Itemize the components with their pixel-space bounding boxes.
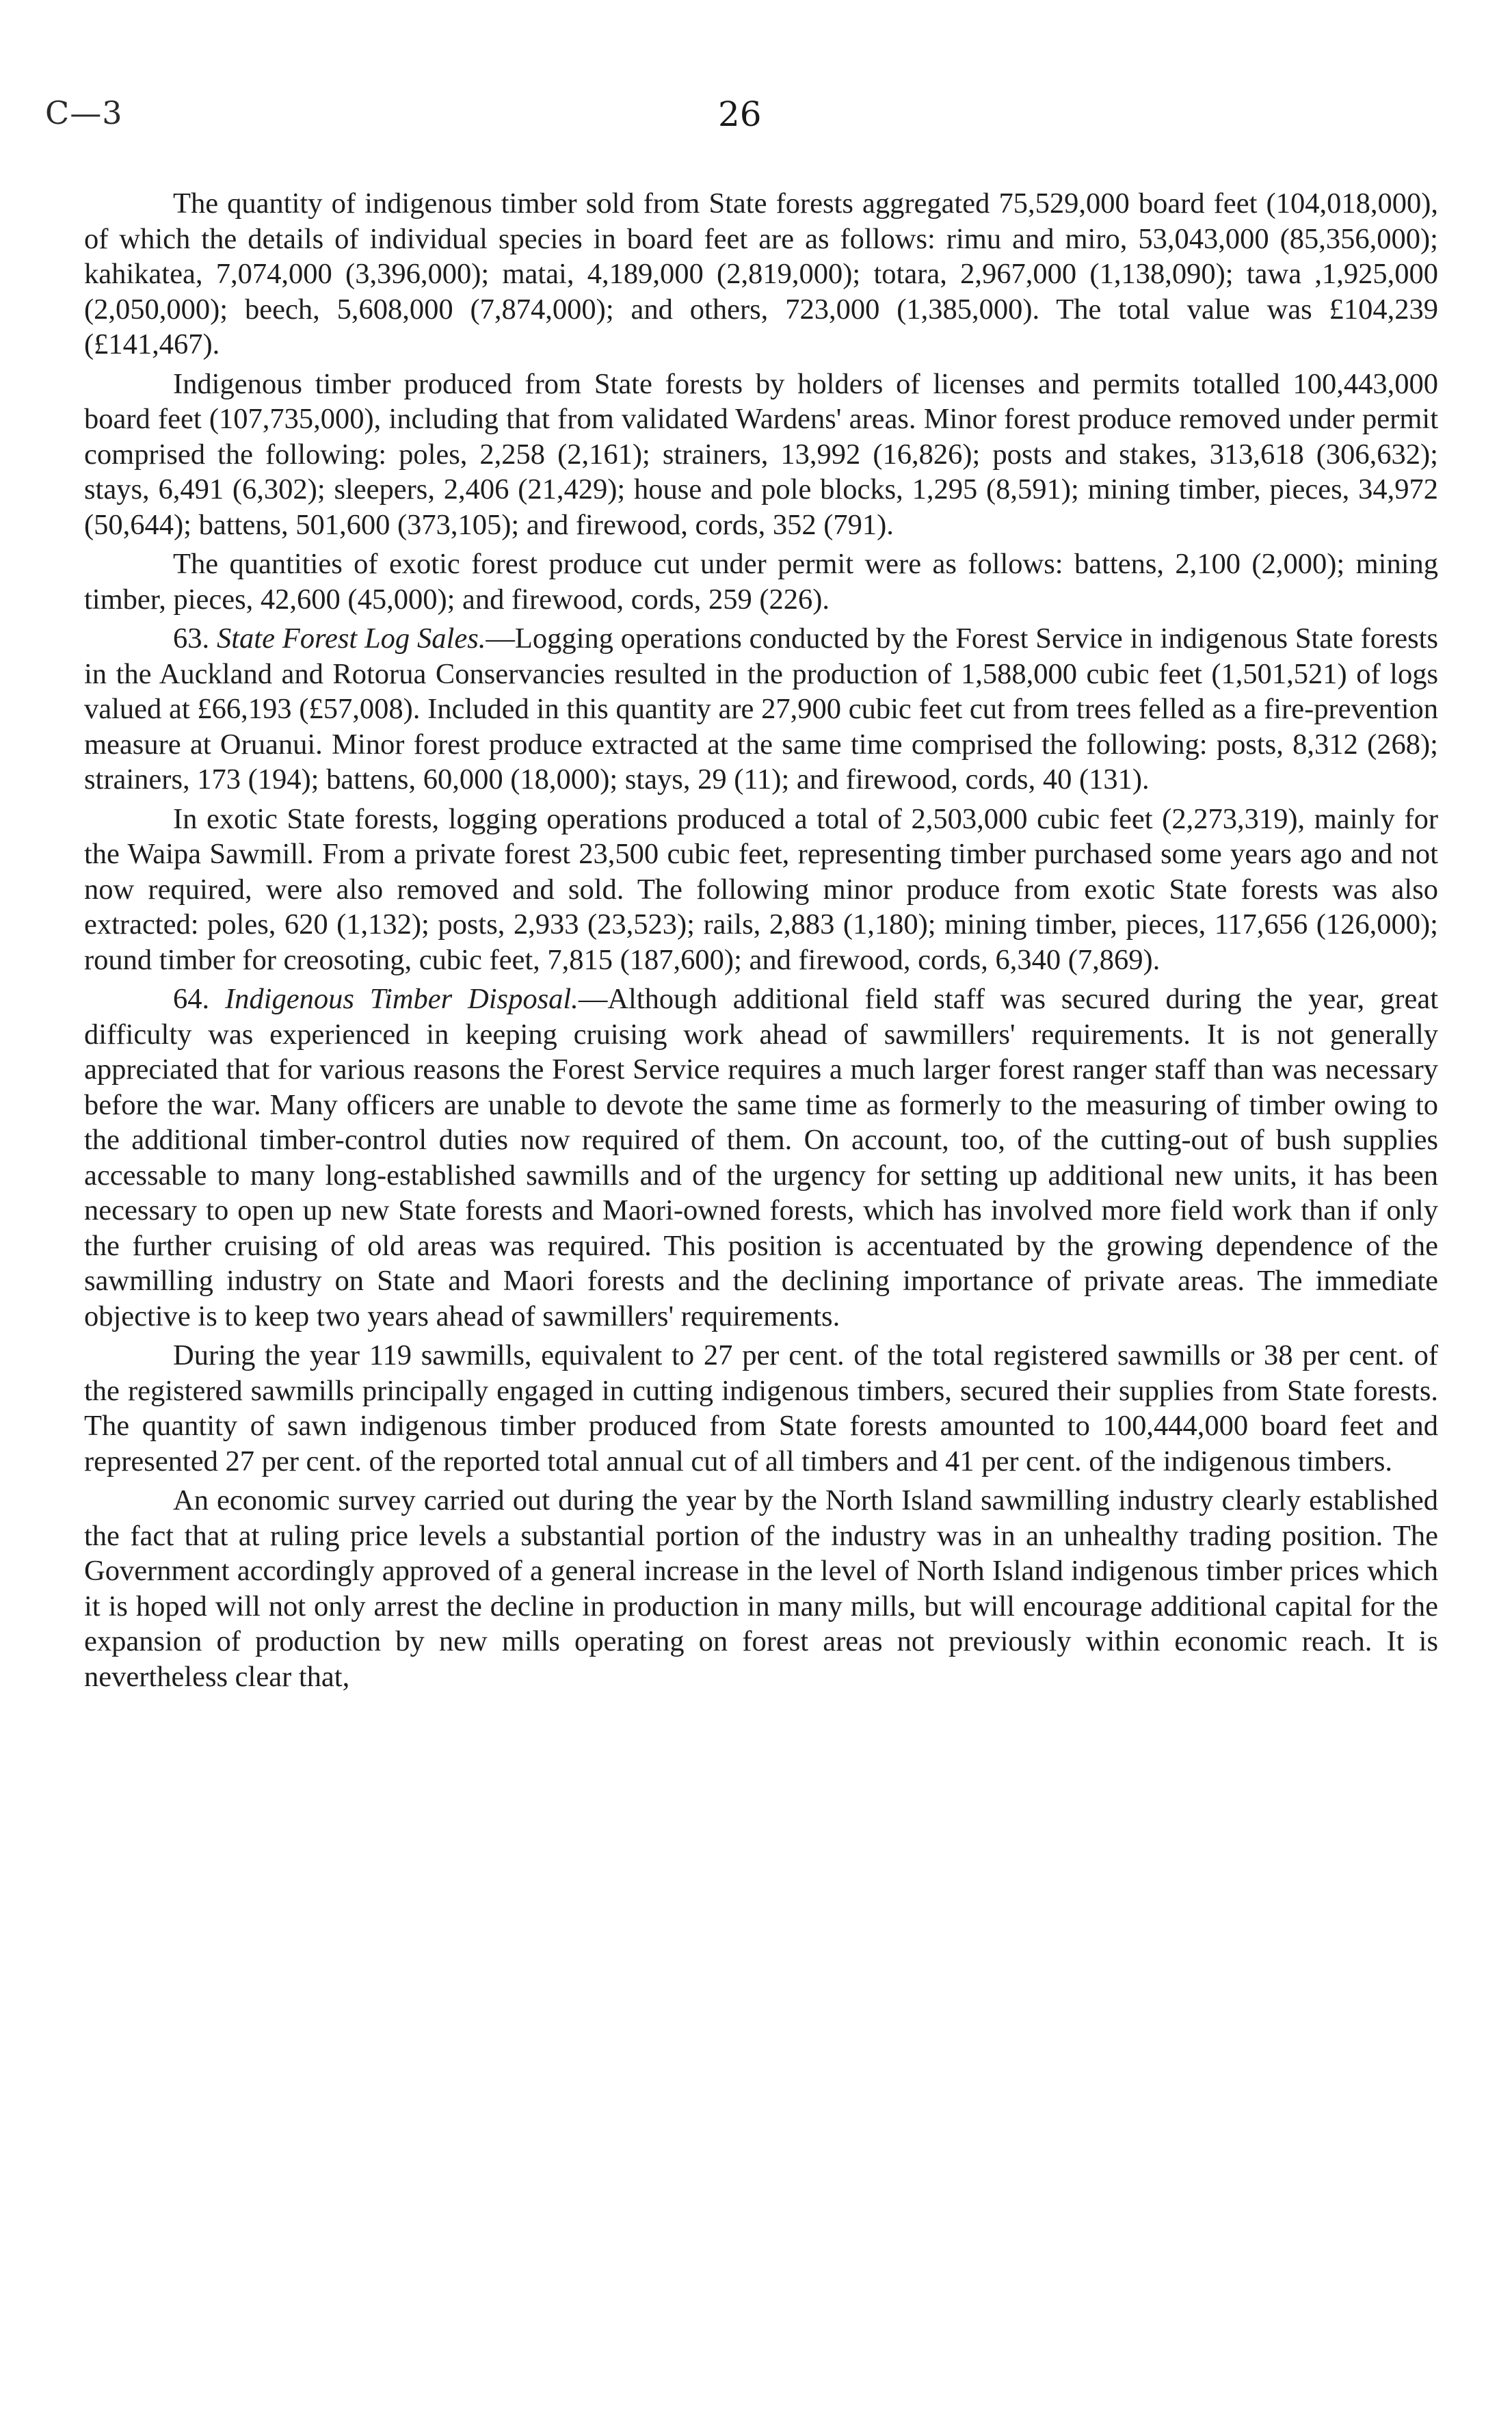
- paragraph-timber-produced: [84, 367, 1438, 543]
- paragraph-sawmills: [84, 1338, 1438, 1479]
- paragraph-section-64: [84, 982, 1438, 1334]
- section-title: State Forest Log Sales.: [216, 622, 486, 655]
- page-number: 26: [718, 94, 762, 134]
- section-number: 64.: [173, 983, 210, 1015]
- paragraph-exotic-logging: [84, 802, 1438, 978]
- paragraph-text: The quantities of exotic forest produce cut under permit were as follows: battens, 2,100 (2,000); mining timber, pieces, 42,600 (45,000); and firewood, cords, 259 (226).: [84, 548, 1438, 616]
- paragraph-exotic-produce: [84, 547, 1438, 617]
- section-title: Indigenous Timber Disposal.: [225, 983, 579, 1015]
- paragraph-text: During the year 119 sawmills, equivalent to 27 per cent. of the total registered sawmills or 38 per cent. of the registered sawmills principally engaged in cutting indigenous timbers, secured their supplies from State forests. The quantity of sawn indigenous timber produced from State forests amounted to 100,444,000 board feet and represented 27 per cent. of the reported total annual cut of all timbers and 41 per cent. of the indigenous timbers.: [84, 1339, 1438, 1477]
- paragraph-text: The quantity of indigenous timber sold from State forests aggregated 75,529,000 board feet (104,018,000), of which the details of individual species in board feet are as follows: rimu and miro, 53,043,000 (85,356,000); kahikatea, 7,074,000 (3,396,000); matai, 4,189,000 (2,819,000); totara, 2,967,000 (1,138,090); tawa ,1,925,000 (2,050,000); beech, 5,608,000 (7,874,000); and others, 723,000 (1,385,000). The total value was £104,239 (£141,467).: [84, 187, 1438, 360]
- document-reference: C—3: [45, 94, 123, 131]
- paragraph-text: —Logging operations conducted by the Forest Service in indigenous State forests in the Auckland and Rotorua Conservancies resulted in the production of 1,588,000 cubic feet (1,501,521) of logs valued at £66,193 (£57,008). Included in this quantity are 27,900 cubic feet cut from trees felled as a fire-prevention measure at Oruanui. Minor forest produce extracted at the same time comprised the following: posts, 8,312 (268); strainers, 173 (194); battens, 60,000 (18,000); stays, 29 (11); and firewood, cords, 40 (131).: [84, 622, 1438, 796]
- paragraph-text: Indigenous timber produced from State forests by holders of licenses and permits totalled 100,443,000 board feet (107,735,000), including that from validated Wardens' areas. Minor forest produce removed under permit comprised the following: poles, 2,258 (2,161); strainers, 13,992 (16,826); posts and stakes, 313,618 (306,632); stays, 6,491 (6,302); sleepers, 2,406 (21,429); house and pole blocks, 1,295 (8,591); mining timber, pieces, 34,972 (50,644); battens, 501,600 (373,105); and firewood, cords, 352 (791).: [84, 367, 1438, 541]
- paragraph-timber-sold: [84, 186, 1438, 363]
- page-header: [0, 94, 1512, 149]
- section-number: 63.: [173, 622, 210, 655]
- paragraph-economic-survey: [84, 1483, 1438, 1694]
- paragraph-text: An economic survey carried out during the year by the North Island sawmilling industry clearly established the fact that at ruling price levels a substantial portion of the industry was in an unhealthy trading position. The Government accordingly approved of a general increase in the level of North Island indigenous timber prices which it is hoped will not only arrest the decline in production in many mills, but will encourage additional capital for the expansion of production by new mills operating on forest areas not previously within economic reach. It is nevertheless clear that,: [84, 1484, 1438, 1693]
- paragraph-section-63: [84, 621, 1438, 798]
- body-text: [84, 186, 1438, 1698]
- paragraph-text: In exotic State forests, logging operations produced a total of 2,503,000 cubic feet (2,273,319), mainly for the Waipa Sawmill. From a private forest 23,500 cubic feet, representing timber purchased some years ago and not now required, were also removed and sold. The following minor produce from exotic State forests was also extracted: poles, 620 (1,132); posts, 2,933 (23,523); rails, 2,883 (1,180); mining timber, pieces, 117,656 (126,000); round timber for creosoting, cubic feet, 7,815 (187,600); and firewood, cords, 6,340 (7,869).: [84, 802, 1438, 976]
- paragraph-text: —Although additional field staff was secured during the year, great difficulty was experienced in keeping cruising work ahead of sawmillers' requirements. It is not generally appreciated that for various reasons the Forest Service requires a much larger forest ranger staff than was necessary before the war. Many officers are unable to devote the same time as formerly to the measuring of timber owing to the additional timber-control duties now required of them. On account, too, of the cutting-out of bush supplies accessable to many long-established sawmills and of the urgency for setting up additional new units, it has been necessary to open up new State forests and Maori-owned forests, which has involved more field work than if only the further cruising of old areas was required. This position is accentuated by the growing dependence of the sawmilling industry on State and Maori forests and the declining importance of private areas. The immediate objective is to keep two years ahead of sawmillers' requirements.: [84, 983, 1439, 1332]
